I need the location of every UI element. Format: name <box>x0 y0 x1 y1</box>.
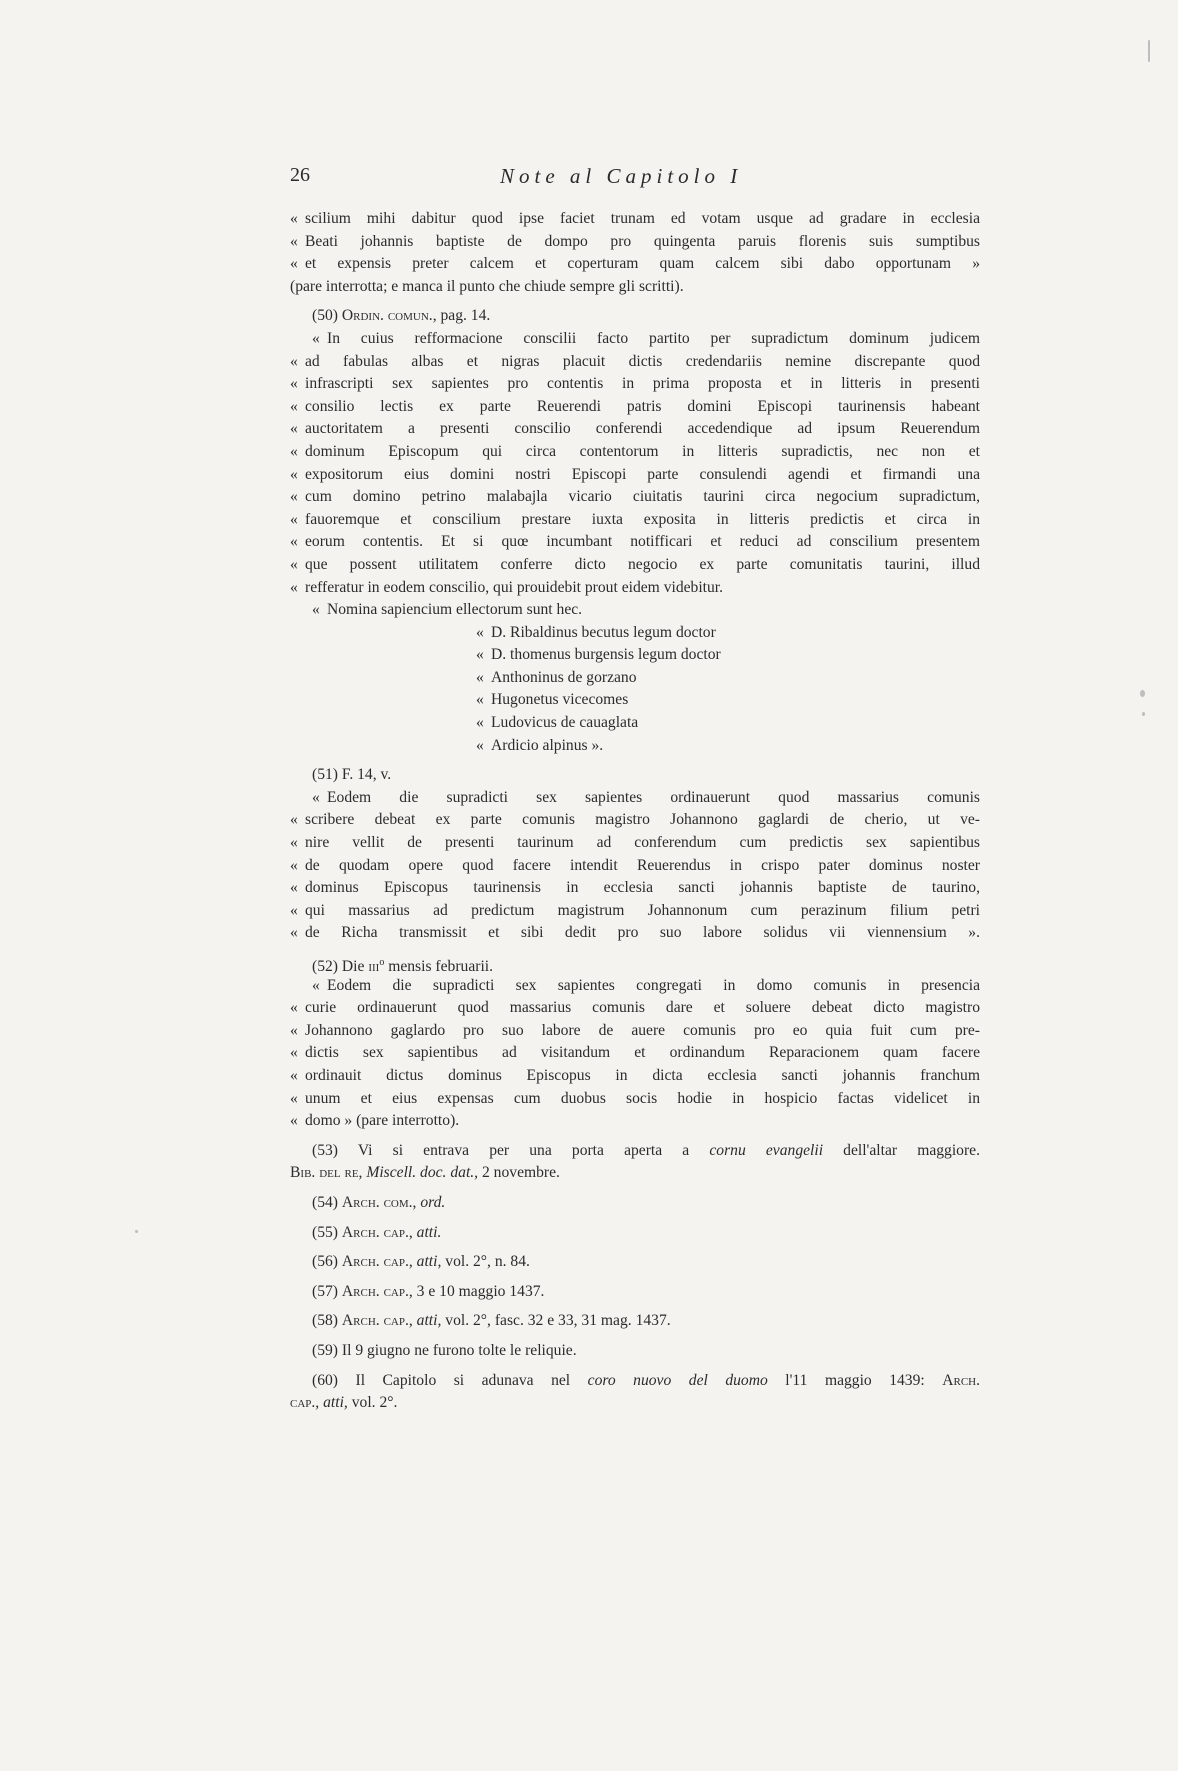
text-line: « domo » (pare interrotto). <box>290 1110 980 1133</box>
list-item: « Ludovicus de cauaglata <box>290 712 980 735</box>
scan-speck <box>1140 690 1145 697</box>
quote-mark: « <box>290 210 298 227</box>
list-item: « D. thomenus burgensis legum doctor <box>290 644 980 667</box>
short-notes <box>290 1192 980 1370</box>
text-line: « infrascripti sex sapientes pro contentis in prima proposta et in litteris in presenti <box>290 373 980 396</box>
quote-mark: « <box>290 510 298 528</box>
list-item: « Ardicio alpinus ». <box>290 735 980 758</box>
text-line: « eorum contentis. Et si quœ incumbant notifficari et reduci ad conscilium presentem <box>290 531 980 554</box>
text-line: « de Richa transmissit et sibi dedit pro suo labore solidus vii viennensium ». <box>290 922 980 945</box>
sapientes-list <box>290 622 980 758</box>
quote-mark: « <box>312 601 320 619</box>
text-line: (60) Il Capitolo si adunava nel coro nuovo del duomo l'11 maggio 1439: Arch. <box>312 1371 981 1389</box>
text-line: « ad fabulas albas et nigras placuit dictis credendariis nemine discrepante quod <box>290 351 980 374</box>
text-line: « auctoritatem a presenti conscilio conferendi accedendique ad ipsum Reuerendum <box>290 418 980 441</box>
text-line: « dictis sex sapientibus ad visitandum et ordinandum Reparacionem quam facere <box>290 1042 980 1065</box>
list-item: « Hugonetus vicecomes <box>290 689 980 712</box>
text-line: « qui massarius ad predictum magistrum Johannonum cum perazinum filium petri <box>290 900 980 923</box>
quote-mark: « <box>290 1044 298 1062</box>
quote-mark: « <box>290 811 298 829</box>
note-60 <box>290 1370 980 1415</box>
quote-mark: « <box>312 329 320 347</box>
quote-mark: « <box>290 1112 298 1130</box>
quote-mark: « <box>290 397 298 415</box>
note-52-heading: (52) Die iii$^o$ mensis februarii. <box>312 957 494 975</box>
quote-mark: « <box>290 352 298 370</box>
quote-mark: « <box>476 646 484 664</box>
page-number: 26 <box>290 164 310 186</box>
quote-mark: « <box>290 1066 298 1084</box>
scan-speck <box>1142 712 1145 716</box>
quote-mark: « <box>312 976 320 994</box>
text-line: « cum domino petrino malabajla vicario ciuitatis taurini circa negocium supradictum, <box>290 486 980 509</box>
text-line: « curie ordinauerunt quod massarius comunis dare et soluere debeat dicto magistro <box>290 997 980 1020</box>
quote-block-3 <box>290 787 980 945</box>
quote-mark: « <box>290 834 298 852</box>
quote-mark: « <box>290 255 298 273</box>
quote-mark: « <box>290 901 298 919</box>
source-abbrev: Ordin. comun. <box>341 307 433 325</box>
note-58: (58) Arch. cap., atti, vol. 2°, fasc. 32 e 33, 31 mag. 1437. <box>312 1312 671 1330</box>
page-header <box>290 164 980 194</box>
list-item: « Anthoninus de gorzano <box>290 667 980 690</box>
quote-mark: « <box>476 714 484 732</box>
text-line: cap., atti, vol. 2°. <box>290 1394 398 1412</box>
text-line: « refferatur in eodem conscilio, qui prouidebit prout eidem videbitur. <box>290 577 980 600</box>
quote-block-2 <box>290 328 980 622</box>
quote-mark: « <box>476 691 484 709</box>
note-57: (57) Arch. cap., 3 e 10 maggio 1437. <box>312 1282 545 1300</box>
quote-mark: « <box>290 1021 298 1039</box>
text-line: « fauoremque et conscilium prestare iuxta exposita in litteris predictis et circa in <box>290 509 980 532</box>
body-text <box>290 208 980 1415</box>
text-line: « dominum Episcopum qui circa contentorum in litteris supradictis, nec non et <box>290 441 980 464</box>
text-line: « nire vellit de presenti taurinum ad conferendum cum predictis sex sapientibus <box>290 832 980 855</box>
scan-speck <box>135 1230 138 1233</box>
text-line: « Nomina sapiencium ellectorum sunt hec. <box>290 599 980 622</box>
text-line: « In cuius refformacione conscilii facto partito per supradictum dominum judicem <box>290 328 980 351</box>
text-line: « scilium mihi dabitur quod ipse faciet trunam ed votam usque ad gradare in ecclesia <box>290 208 980 231</box>
quote-block-4 <box>290 975 980 1133</box>
quote-mark: « <box>290 999 298 1017</box>
text-line: « que possent utilitatem conferre dicto negocio ex parte comunitatis taurini, illud <box>290 554 980 577</box>
note-59: (59) Il 9 giugno ne furono tolte le reliquie. <box>312 1341 577 1359</box>
quote-mark: « <box>290 578 298 596</box>
quote-mark: « <box>290 856 298 874</box>
note-55: (55) Arch. cap., atti. <box>312 1223 442 1241</box>
text-line: « unum et eius expensas cum duobus socis hodie in hospicio factas videlicet in <box>290 1088 980 1111</box>
quote-mark: « <box>290 442 298 460</box>
note-54: (54) Arch. com., ord. <box>312 1193 446 1211</box>
quote-mark: « <box>290 879 298 897</box>
text-line: « scribere debeat ex parte comunis magistro Johannono gaglardi de cherio, ut ve- <box>290 809 980 832</box>
text-line: « Eodem die supradicti sex sapientes ordinauerunt quod massarius comunis <box>290 787 980 810</box>
quote-mark: « <box>312 788 320 806</box>
text-line: « expositorum eius domini nostri Episcopi parte consulendi agendi et firmandi una <box>290 464 980 487</box>
text-line: Bib. del re, Miscell. doc. dat., 2 novembre. <box>290 1164 560 1182</box>
text-line: « Eodem die supradicti sex sapientes congregati in domo comunis in presencia <box>290 975 980 998</box>
quote-mark: « <box>290 232 298 250</box>
quote-mark: « <box>290 488 298 506</box>
list-item: « D. Ribaldinus becutus legum doctor <box>290 622 980 645</box>
text-line: « Beati johannis baptiste de dompo pro quingenta paruis florenis suis sumptibus <box>290 231 980 254</box>
quote-mark: « <box>290 420 298 438</box>
text-line: « de quodam opere quod facere intendit Reuerendus in crispo pater dominus noster <box>290 855 980 878</box>
quote-mark: « <box>476 736 484 754</box>
quote-mark: « <box>290 533 298 551</box>
quote-mark: « <box>476 623 484 641</box>
text-line: (pare interrotta; e manca il punto che chiude sempre gli scritti). <box>290 277 684 295</box>
quote-mark: « <box>290 375 298 393</box>
quote-mark: « <box>290 465 298 483</box>
note-53 <box>290 1140 980 1185</box>
text-line: « consilio lectis ex parte Reuerendi patris domini Episcopi taurinensis habeant <box>290 396 980 419</box>
text-line: (53) Vi si entrava per una porta aperta a cornu evangelii dell'altar maggiore. <box>312 1141 980 1159</box>
quote-mark: « <box>290 555 298 573</box>
text-line: « Johannono gaglardo pro suo labore de auere comunis pro eo quia fuit cum pre- <box>290 1020 980 1043</box>
scan-speck <box>1148 40 1150 62</box>
running-title: Note al Capitolo I <box>500 164 743 188</box>
note-50-heading: (50) Ordin. comun., pag. 14. <box>312 307 491 325</box>
note-56: (56) Arch. cap., atti, vol. 2°, n. 84. <box>312 1253 530 1271</box>
quote-mark: « <box>476 668 484 686</box>
quote-mark: « <box>290 924 298 942</box>
quote-block-1 <box>290 208 980 298</box>
quote-mark: « <box>290 1089 298 1107</box>
text-line: « et expensis preter calcem et coperturam quam calcem sibi dabo opportunam » <box>290 253 980 276</box>
text-line: « ordinauit dictus dominus Episcopus in dicta ecclesia sancti johannis franchum <box>290 1065 980 1088</box>
note-51-heading: (51) F. 14, v. <box>312 766 392 784</box>
text-line: « dominus Episcopus taurinensis in ecclesia sancti johannis baptiste de taurino, <box>290 877 980 900</box>
